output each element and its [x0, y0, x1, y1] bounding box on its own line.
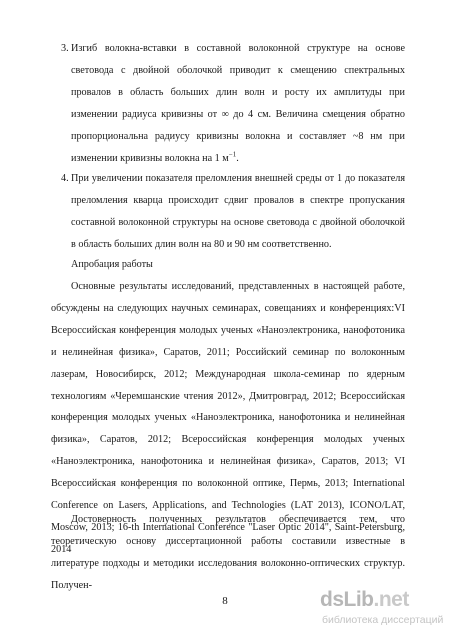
list-item-3 [61, 38, 405, 169]
page-number: 8 [222, 595, 228, 607]
paragraph-approbation: Основные результаты исследований, представленных в настоящей работе, обсуждены на следующих научных семинарах, совещаниях и конференциях:VI Всероссийская конференция молодых ученых «Наноэлектроника, нанофотоника и нелинейная физика», Саратов, 2011; Российский семинар по волоконным лазерам, Новосибирск, 2012; Международная школа-семинар по ядерным технологиям «Черемшанские чтения 2012», Дмитровград, 2012; Всероссийская конференция молодых ученых «Наноэлектроника, нанофотоника и нелинейная физика», Саратов, 2012; Всероссийская конференция молодых ученых «Наноэлектроника, нанофотоника и нелинейная физика», Саратов, 2013; VI Всероссийская конференция по волоконной оптике, Пермь, 2013; International Conference on Lasers, Applications, and Technologies (LAT 2013), ICONO/LAT, Moscow, 2013; 16-th International Conference "Laser Optic 2014", Saint-Petersburg, 2014 [51, 281, 405, 555]
watermark [320, 588, 448, 630]
watermark-logo: dsLib.net [320, 588, 409, 611]
section-heading: Апробация работы [71, 259, 153, 270]
list-item-number: 4. [61, 173, 69, 184]
list-item-text: При увеличении показателя преломления внешней среды от 1 до показателя преломления кварца происходит сдвиг провалов в спектре пропускания составной волоконной структуры на основе световода с двойной оболочкой в область больших длин волн на 80 и 90 нм соответственно. [71, 173, 405, 250]
list-item-text: Изгиб волокна-вставки в составной волоконной структуре на основе световода с двойной оболочкой приводит к смещению спектральных провалов в область больших длин волн и росту их амплитуды при изменении радиуса кривизны от ∞ до 4 см. Величина смещения обратно пропорциональна радиусу кривизны волокна и составляет ~8 нм при изменении кривизны волокна на 1 $м^{-1}$. [71, 43, 405, 164]
superscript: −1 [228, 150, 237, 159]
paragraph-reliability: Достоверность полученных результатов обеспечивается тем, что теоретическую основу диссертационной работы составили известные в литературе подходы и методики исследования волоконно-оптических структур. Получен- [51, 514, 405, 591]
list-item-4 [61, 168, 405, 256]
list-item-number: 3. [61, 43, 69, 54]
watermark-subtitle: библиотека диссертаций [322, 614, 444, 626]
